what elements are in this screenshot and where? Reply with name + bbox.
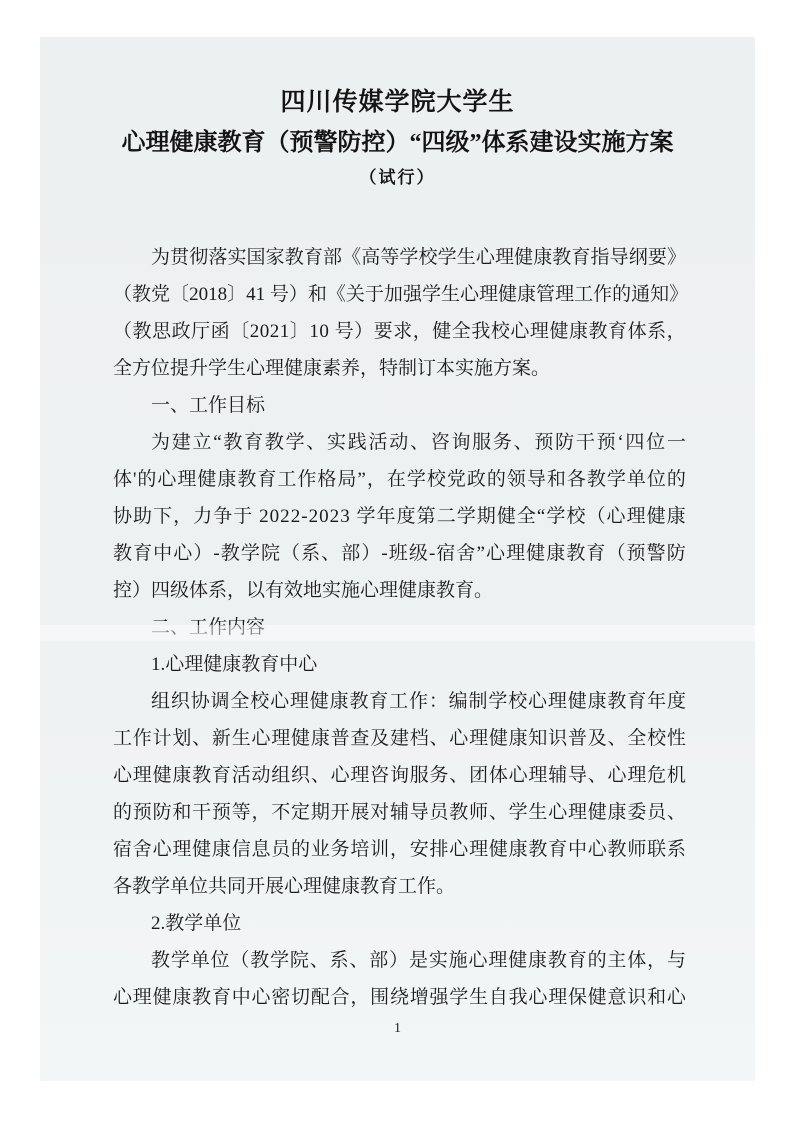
page-number: 1: [394, 1021, 401, 1036]
text-line: 为 建 立 “ 教 育 教 学 、 实 践 活 动 、 咨 询 服 务 、 预 防 干 预 ‘ 四 位 一: [151, 432, 686, 453]
text-line: 控）四级体系，以有效地实施心理健康教育。: [113, 580, 494, 601]
text-line: 全方位提升学生心理健康素养，特制订本实施方案。: [113, 358, 551, 379]
text-line: （ 教 思 政 厅 函 〔 2 0 2 1 〕 1 0 号 ） 要 求 ， 健 全 我 校 心 理 健 康 教 育 体 系 ，: [113, 321, 686, 342]
text-line: 组 织 协 调 全 校 心 理 健 康 教 育 工 作 ： 编 制 学 校 心 理 健 康 教 育 年 度: [151, 691, 686, 712]
text-line: 的 预 防 和 干 预 等 ， 不 定 期 开 展 对 辅 导 员 教 师 、 学 生 心 理 健 康 委 员 、: [113, 802, 686, 823]
text-line: 心 理 健 康 教 育 活 动 组 织 、 心 理 咨 询 服 务 、 团 体 心 理 辅 导 、 心 理 危 机: [113, 765, 686, 786]
document-page: [40, 37, 755, 1081]
section-heading-1: 一、工作目标: [151, 395, 266, 416]
text-line: 心 理 健 康 教 育 中 心 密 切 配 合 ， 围 绕 增 强 学 生 自 我 心 理 保 健 意 识 和 心: [113, 987, 686, 1008]
subsection-heading-2: 2.教学单位: [151, 913, 242, 934]
text-line: 为 贯 彻 落 实 国 家 教 育 部 《 高 等 学 校 学 生 心 理 健 康 教 育 指 导 纲 要 》: [151, 247, 686, 268]
text-line: 宿 舍 心 理 健 康 信 息 员 的 业 务 培 训 ， 安 排 心 理 健 康 教 育 中 心 教 师 联 系: [113, 839, 686, 860]
text-line: 体 ' 的 心 理 健 康 教 育 工 作 格 局 ” ， 在 学 校 党 政 的 领 导 和 各 教 学 单 位 的: [113, 469, 686, 490]
text-line: 各教学单位共同开展心理健康教育工作。: [113, 876, 456, 897]
text-line: 协 助 下 ， 力 争 于 2 0 2 2 - 2 0 2 3 学 年 度 第 二 学 期 健 全 “ 学 校 （ 心 理 健 康: [113, 506, 686, 527]
section-heading-2: 二、工作内容: [151, 617, 266, 638]
document-title-trial-label: （试行）: [359, 168, 436, 187]
document-body: [40, 239, 755, 1016]
text-line: （ 教 党 〔 2 0 1 8 〕 4 1 号 ） 和 《 关 于 加 强 学 生 心 理 健 康 管 理 工 作 的 通 知 》: [113, 284, 689, 305]
text-line: 教 学 单 位 （ 教 学 院 、 系 、 部 ） 是 实 施 心 理 健 康 教 育 的 主 体 ， 与: [151, 950, 686, 971]
subsection-heading-1: 1.心理健康教育中心: [151, 654, 318, 675]
text-line: 工 作 计 划 、 新 生 心 理 健 康 普 查 及 建 档 、 心 理 健 康 知 识 普 及 、 全 校 性: [113, 728, 686, 749]
document-title-line-1: 四川传媒学院大学生: [280, 89, 515, 116]
text-line: 教 育 中 心 ） - 教 学 院 （ 系 、 部 ） - 班 级 - 宿 舍 ” 心 理 健 康 教 育 （ 预 警 防: [113, 543, 686, 564]
document-title-line-2: 心理健康教育（预警防控）“四级”体系建设实施方案: [121, 130, 674, 156]
